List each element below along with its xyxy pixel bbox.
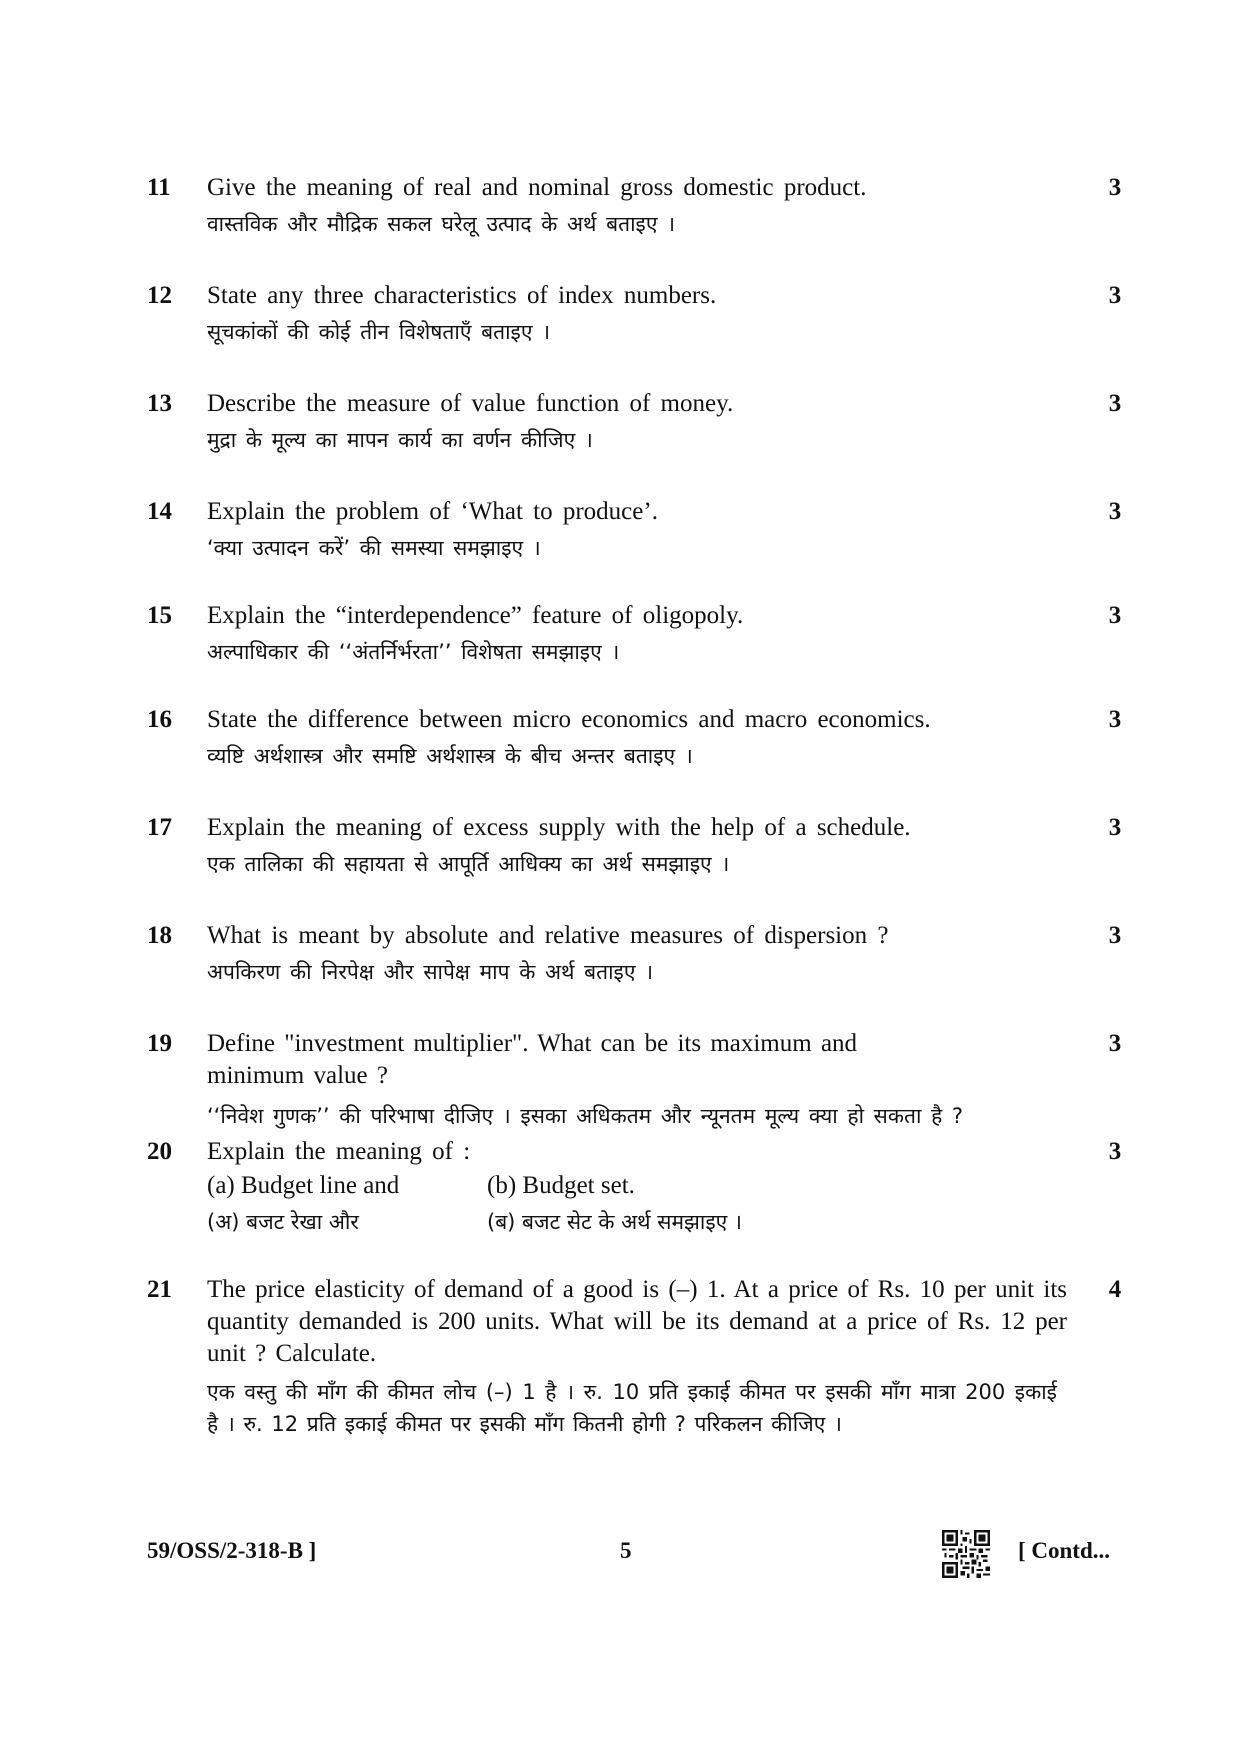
question-marks: 3	[1108, 390, 1122, 417]
question-marks: 3	[1108, 1138, 1122, 1165]
question-text-hindi: वास्तविक और मौद्रिक सकल घरेलू उत्पाद के अर्थ बताइए ।	[207, 212, 676, 236]
question-text-english: State the difference between micro economics and macro economics.	[207, 706, 931, 733]
question-marks: 3	[1108, 602, 1122, 629]
question-number: 13	[147, 390, 172, 417]
question-number: 15	[147, 602, 172, 629]
question-number: 12	[147, 282, 172, 309]
question-body	[207, 172, 1077, 240]
question-marks: 3	[1108, 498, 1122, 525]
question-text-english: The price elasticity of demand of a good is (–) 1. At a price of Rs. 10 per unit its quantity demanded is 200 units. What will be its demand at a price of Rs. 12 per unit ? Calculate.	[207, 1276, 1067, 1367]
question-number: 11	[147, 174, 171, 201]
paper-code: 59/OSS/2-318-B ]	[147, 1538, 317, 1563]
question-text-english: Explain the “interdependence” feature of oligopoly.	[207, 602, 744, 629]
question-number: 18	[147, 922, 172, 949]
question-text-hindi: सूचकांकों की कोई तीन विशेषताएँ बताइए ।	[207, 320, 551, 344]
question-number: 17	[147, 814, 172, 841]
question-text-hindi: एक तालिका की सहायता से आपूर्ति आधिक्य का अर्थ समझाइए ।	[207, 852, 730, 876]
continued-marker: [ Contd...	[1018, 1538, 1111, 1563]
question-marks: 3	[1108, 706, 1122, 733]
question-number: 20	[147, 1138, 172, 1165]
question-text-hindi: व्यष्टि अर्थशास्त्र और समष्टि अर्थशास्त्र के बीच अन्तर बताइए ।	[207, 744, 693, 768]
sub-parts-english	[207, 1168, 1077, 1204]
question-body	[207, 496, 1077, 564]
question-text-english: Give the meaning of real and nominal gross domestic product.	[207, 174, 867, 201]
question-marks: 3	[1108, 1030, 1122, 1057]
question-marks: 4	[1108, 1276, 1122, 1303]
question-text-english: Explain the problem of ‘What to produce’.	[207, 498, 658, 525]
question-number: 14	[147, 498, 172, 525]
question-marks: 3	[1108, 174, 1122, 201]
question-marks: 3	[1108, 814, 1122, 841]
sub-part-a-hindi: (अ) बजट रेखा और	[207, 1210, 359, 1234]
question-number: 19	[147, 1030, 172, 1057]
question-body	[207, 1028, 1077, 1132]
question-body	[207, 1136, 1077, 1240]
question-text-english: Describe the measure of value function of money.	[207, 390, 734, 417]
question-text-hindi: अपकिरण की निरपेक्ष और सापेक्ष माप के अर्थ बताइए ।	[207, 960, 654, 984]
sub-part-a-english: (a) Budget line and	[207, 1172, 400, 1199]
page-footer	[0, 1530, 1240, 1580]
question-text-english: Define "investment multiplier". What can be its maximum and minimum value ?	[207, 1030, 858, 1089]
question-text-hindi: ‘‘निवेश गुणक’’ की परिभाषा दीजिए । इसका अधिकतम और न्यूनतम मूल्य क्या हो सकता है ?	[207, 1104, 964, 1128]
question-number: 16	[147, 706, 172, 733]
question-marks: 3	[1108, 922, 1122, 949]
question-body	[207, 704, 1077, 772]
question-marks: 3	[1108, 282, 1122, 309]
page-number: 5	[620, 1538, 632, 1563]
sub-parts-hindi	[207, 1204, 1077, 1240]
question-text-hindi: अल्पाधिकार की ‘‘अंतर्निर्भरता’’ विशेषता समझाइए ।	[207, 640, 620, 664]
question-body	[207, 1274, 1077, 1440]
qr-code-icon	[942, 1530, 990, 1578]
question-body	[207, 600, 1077, 668]
question-text-english: Explain the meaning of excess supply with the help of a schedule.	[207, 814, 911, 841]
question-number: 21	[147, 1276, 172, 1303]
question-text-english: What is meant by absolute and relative measures of dispersion ?	[207, 922, 889, 949]
sub-part-b-english: (b) Budget set.	[487, 1172, 635, 1199]
question-body	[207, 280, 1077, 348]
question-text-hindi: एक वस्तु की माँग की कीमत लोच (–) 1 है । रु. 10 प्रति इकाई कीमत पर इसकी माँग मात्रा 200 इकाई है । रु. 12 प्रति इकाई कीमत पर इसकी माँग कितनी होगी ? परिकलन कीजिए ।	[207, 1380, 1057, 1436]
question-body	[207, 920, 1077, 988]
question-text-english: State any three characteristics of index numbers.	[207, 282, 717, 309]
question-text-hindi: मुद्रा के मूल्य का मापन कार्य का वर्णन कीजिए ।	[207, 428, 593, 452]
question-body	[207, 812, 1077, 880]
sub-part-b-hindi: (ब) बजट सेट के अर्थ समझाइए ।	[487, 1210, 742, 1234]
question-text-english: Explain the meaning of :	[207, 1138, 471, 1165]
question-text-hindi: ‘क्या उत्पादन करें’ की समस्या समझाइए ।	[207, 536, 541, 560]
question-body	[207, 388, 1077, 456]
